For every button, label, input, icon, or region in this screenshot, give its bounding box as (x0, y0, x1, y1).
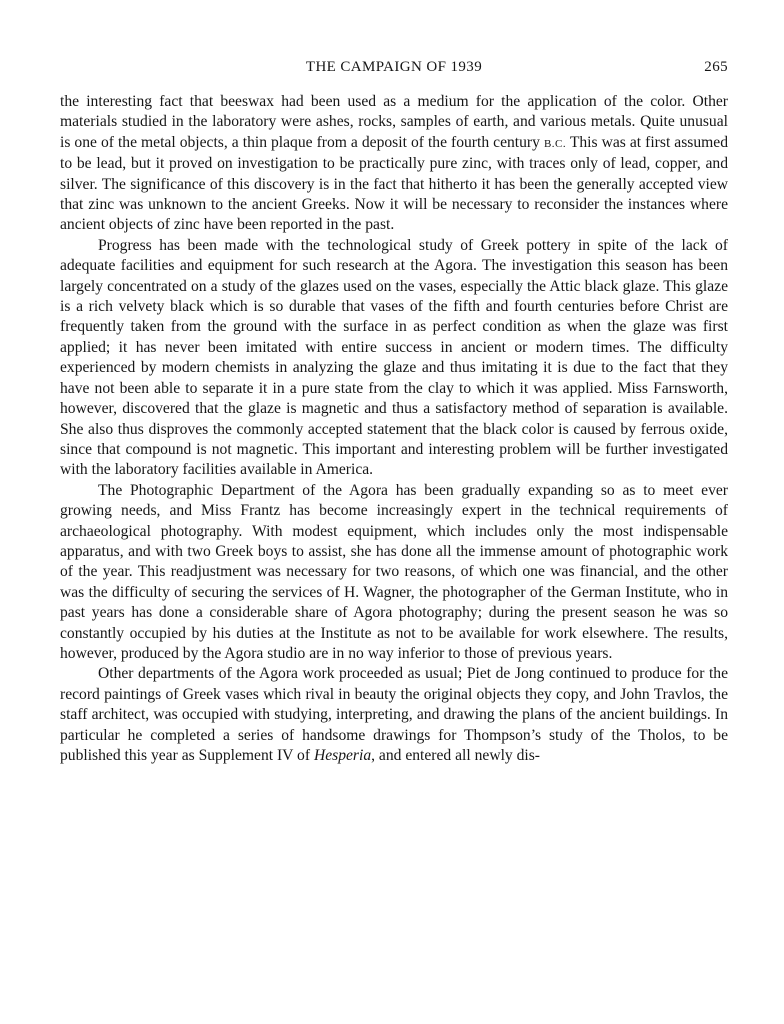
paragraph-4 (60, 664, 728, 766)
running-title: THE CAMPAIGN OF 1939 (305, 59, 483, 75)
paragraph-1-text-a: the interesting fact that beeswax had been used as a medium for the application of the color. Other materials studied in the laboratory were ashes, rocks, samples of earth, and various metals. Quite unusual is one of the metal objects, a thin plaque from a deposit of the fourth century (60, 93, 728, 151)
body-text (60, 92, 728, 766)
paragraph-1 (60, 92, 728, 236)
running-head (60, 59, 728, 81)
paragraph-1-text-b: This was at first assumed to be lead, but it proved on investigation to be practically pure zinc, with traces only of lead, copper, and silver. The significance of this discovery is in the fact that hitherto it has been the generally accepted view that zinc was unknown to the ancient Greeks. Now it will be necessary to reconsider the instances where ancient objects of zinc have been reported in the past. (60, 133, 728, 234)
paragraph-3: The Photographic Department of the Agora has been gradually expanding so as to meet ever growing needs, and Miss Frantz has become increasingly expert in the technical requirements of archaeological photography. With modest equipment, which includes only the most indispensable apparatus, and with two Greek boys to assist, she has done all the immense amount of photographic work of the year. This readjustment was necessary for two reasons, of which one was financial, and the other was the difficulty of securing the services of H. Wagner, the photographer of the German Institute, who in past years has done a considerable share of Agora photography; during the present season he was so constantly occupied by his duties at the Institute as not to be available for work elsewhere. The results, however, produced by the Agora studio are in no way inferior to those of previous years. (60, 481, 728, 662)
paragraph-4-text-a: Other departments of the Agora work proceeded as usual; Piet de Jong continued to produce for the record paintings of Greek vases which rival in beauty the original objects they copy, and John Travlos, the staff architect, was occupied with studying, interpreting, and drawing the plans of the ancient buildings. In particular he completed a series of handsome drawings for Thompson’s study of the Tholos, to be published this year as Supplement IV of (60, 665, 728, 764)
paragraph-2: Progress has been made with the technological study of Greek pottery in spite of the lack of adequate facilities and equipment for such research at the Agora. The investigation this season has been largely concentrated on a study of the glazes used on the vases, especially the Attic black glaze. This glaze is a rich velvety black which is so durable that vases of the fifth and fourth centuries before Christ are frequently taken from the ground with the surface in as perfect condition as when the glaze was first applied; it has never been imitated with entire success in ancient or modern times. The difficulty experienced by modern chemists in analyzing the glaze and thus imitating it is due to the fact that they have not been able to separate it in a pure state from the clay to which it was applied. Miss Farnsworth, however, discovered that the glaze is magnetic and thus a satisfactory method of separation is available. She also thus disproves the commonly accepted statement that the black color is caused by ferrous oxide, since that compound is not magnetic. This important and interesting problem will be further investigated with the laboratory facilities available in America. (60, 236, 728, 479)
journal-title: Hesperia (313, 747, 372, 764)
era-abbreviation: B.C. (543, 137, 567, 150)
page-number: 265 (704, 59, 728, 75)
paragraph-4-text-b: , and entered all newly dis- (371, 747, 540, 764)
